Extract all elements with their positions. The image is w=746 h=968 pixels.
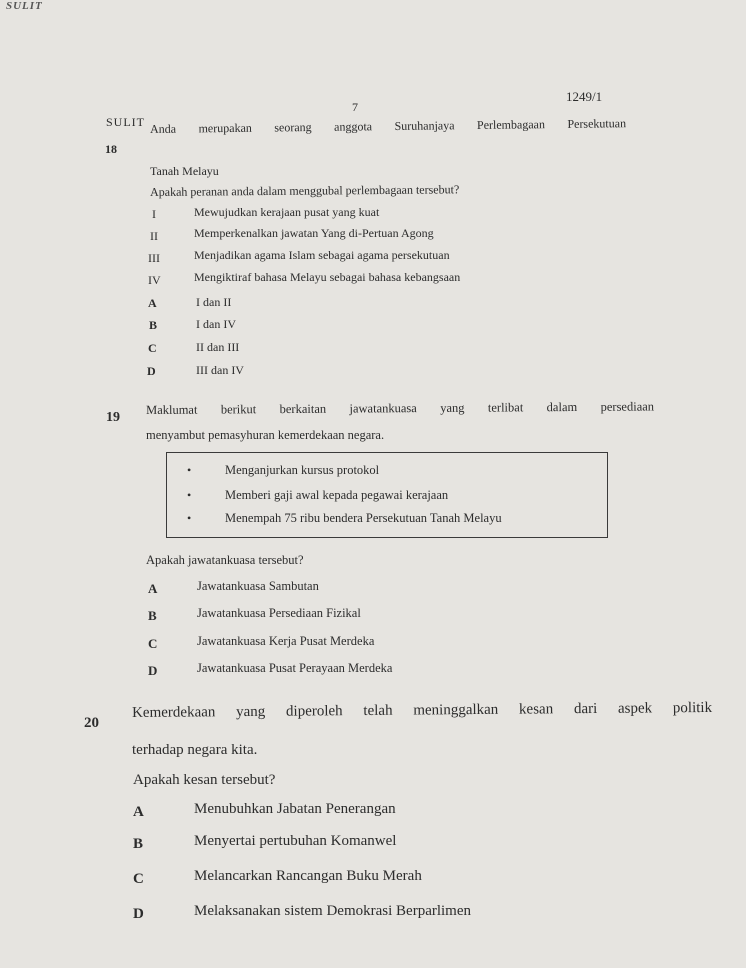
question-prompt: Apakah jawatankuasa tersebut?	[146, 553, 304, 567]
option-label: A	[148, 581, 158, 596]
statement-label: III	[148, 251, 160, 265]
bullet-text: Memberi gaji awal kepada pegawai kerajaan	[225, 488, 449, 502]
option-text: Melancarkan Rancangan Buku Merah	[194, 868, 422, 884]
statement-text: Memperkenalkan jawatan Yang di-Pertuan Agong	[194, 226, 434, 240]
question-number: 18	[105, 142, 117, 156]
statement-label: I	[152, 207, 156, 221]
question-number: 20	[84, 715, 99, 731]
statement-label: II	[150, 229, 158, 243]
option-text: III dan IV	[196, 363, 244, 377]
question-stem: Anda merupakan seorang anggota Suruhanjaya Perlembagaan Persekutuan	[150, 116, 627, 136]
option-label: A	[148, 296, 157, 310]
question-stem-cont: terhadap negara kita.	[132, 742, 258, 758]
option-text: Jawatankuasa Persediaan Fizikal	[197, 606, 361, 620]
bullet-icon: •	[187, 463, 192, 477]
top-stamp: SULIT	[6, 0, 43, 12]
bullet-icon: •	[187, 511, 192, 525]
option-label: B	[133, 836, 144, 852]
question-stem-cont: menyambut pemasyhuran kemerdekaan negara.	[146, 428, 385, 442]
option-label: D	[133, 906, 144, 922]
option-label: D	[147, 364, 156, 378]
option-text: II dan III	[196, 340, 240, 354]
question-stem: Maklumat berikut berkaitan jawatankuasa yang terlibat dalam persediaan	[146, 399, 655, 417]
option-label: C	[148, 636, 158, 651]
option-label: B	[148, 608, 157, 623]
option-text: Menyertai pertubuhan Komanwel	[194, 833, 397, 849]
bullet-icon: •	[187, 488, 192, 502]
bullet-text: Menempah 75 ribu bendera Persekutuan Tanah Melayu	[225, 511, 502, 525]
statement-text: Mengiktiraf bahasa Melayu sebagai bahasa kebangsaan	[194, 270, 461, 284]
option-text: Jawatankuasa Kerja Pusat Merdeka	[197, 634, 375, 648]
option-label: C	[133, 871, 144, 887]
option-label: B	[149, 318, 158, 332]
option-text: Jawatankuasa Pusat Perayaan Merdeka	[197, 661, 393, 675]
option-label: A	[133, 804, 144, 820]
page-number: 7	[352, 100, 358, 114]
statement-text: Mewujudkan kerajaan pusat yang kuat	[194, 205, 380, 219]
question-prompt: Apakah kesan tersebut?	[133, 772, 276, 788]
option-text: Jawatankuasa Sambutan	[197, 579, 319, 593]
statement-text: Menjadikan agama Islam sebagai agama persekutuan	[194, 248, 450, 262]
option-text: I dan IV	[196, 317, 236, 331]
question-stem-cont: Tanah Melayu	[150, 164, 219, 178]
question-prompt: Apakah peranan anda dalam menggubal perlembagaan tersebut?	[150, 182, 460, 199]
option-text: Melaksanakan sistem Demokrasi Berparlimen	[194, 903, 472, 919]
option-text: I dan II	[196, 295, 232, 309]
question-number: 19	[106, 410, 120, 425]
paper-code: 1249/1	[566, 89, 603, 104]
question-stem: Kemerdekaan yang diperoleh telah meninggalkan kesan dari aspek politik	[132, 699, 713, 721]
bullet-text: Menganjurkan kursus protokol	[225, 463, 380, 477]
info-box	[166, 452, 608, 538]
option-label: D	[148, 663, 158, 678]
statement-label: IV	[148, 273, 161, 287]
option-label: C	[148, 341, 157, 355]
option-text: Menubuhkan Jabatan Penerangan	[194, 801, 396, 817]
classification-label: SULIT	[106, 115, 145, 129]
